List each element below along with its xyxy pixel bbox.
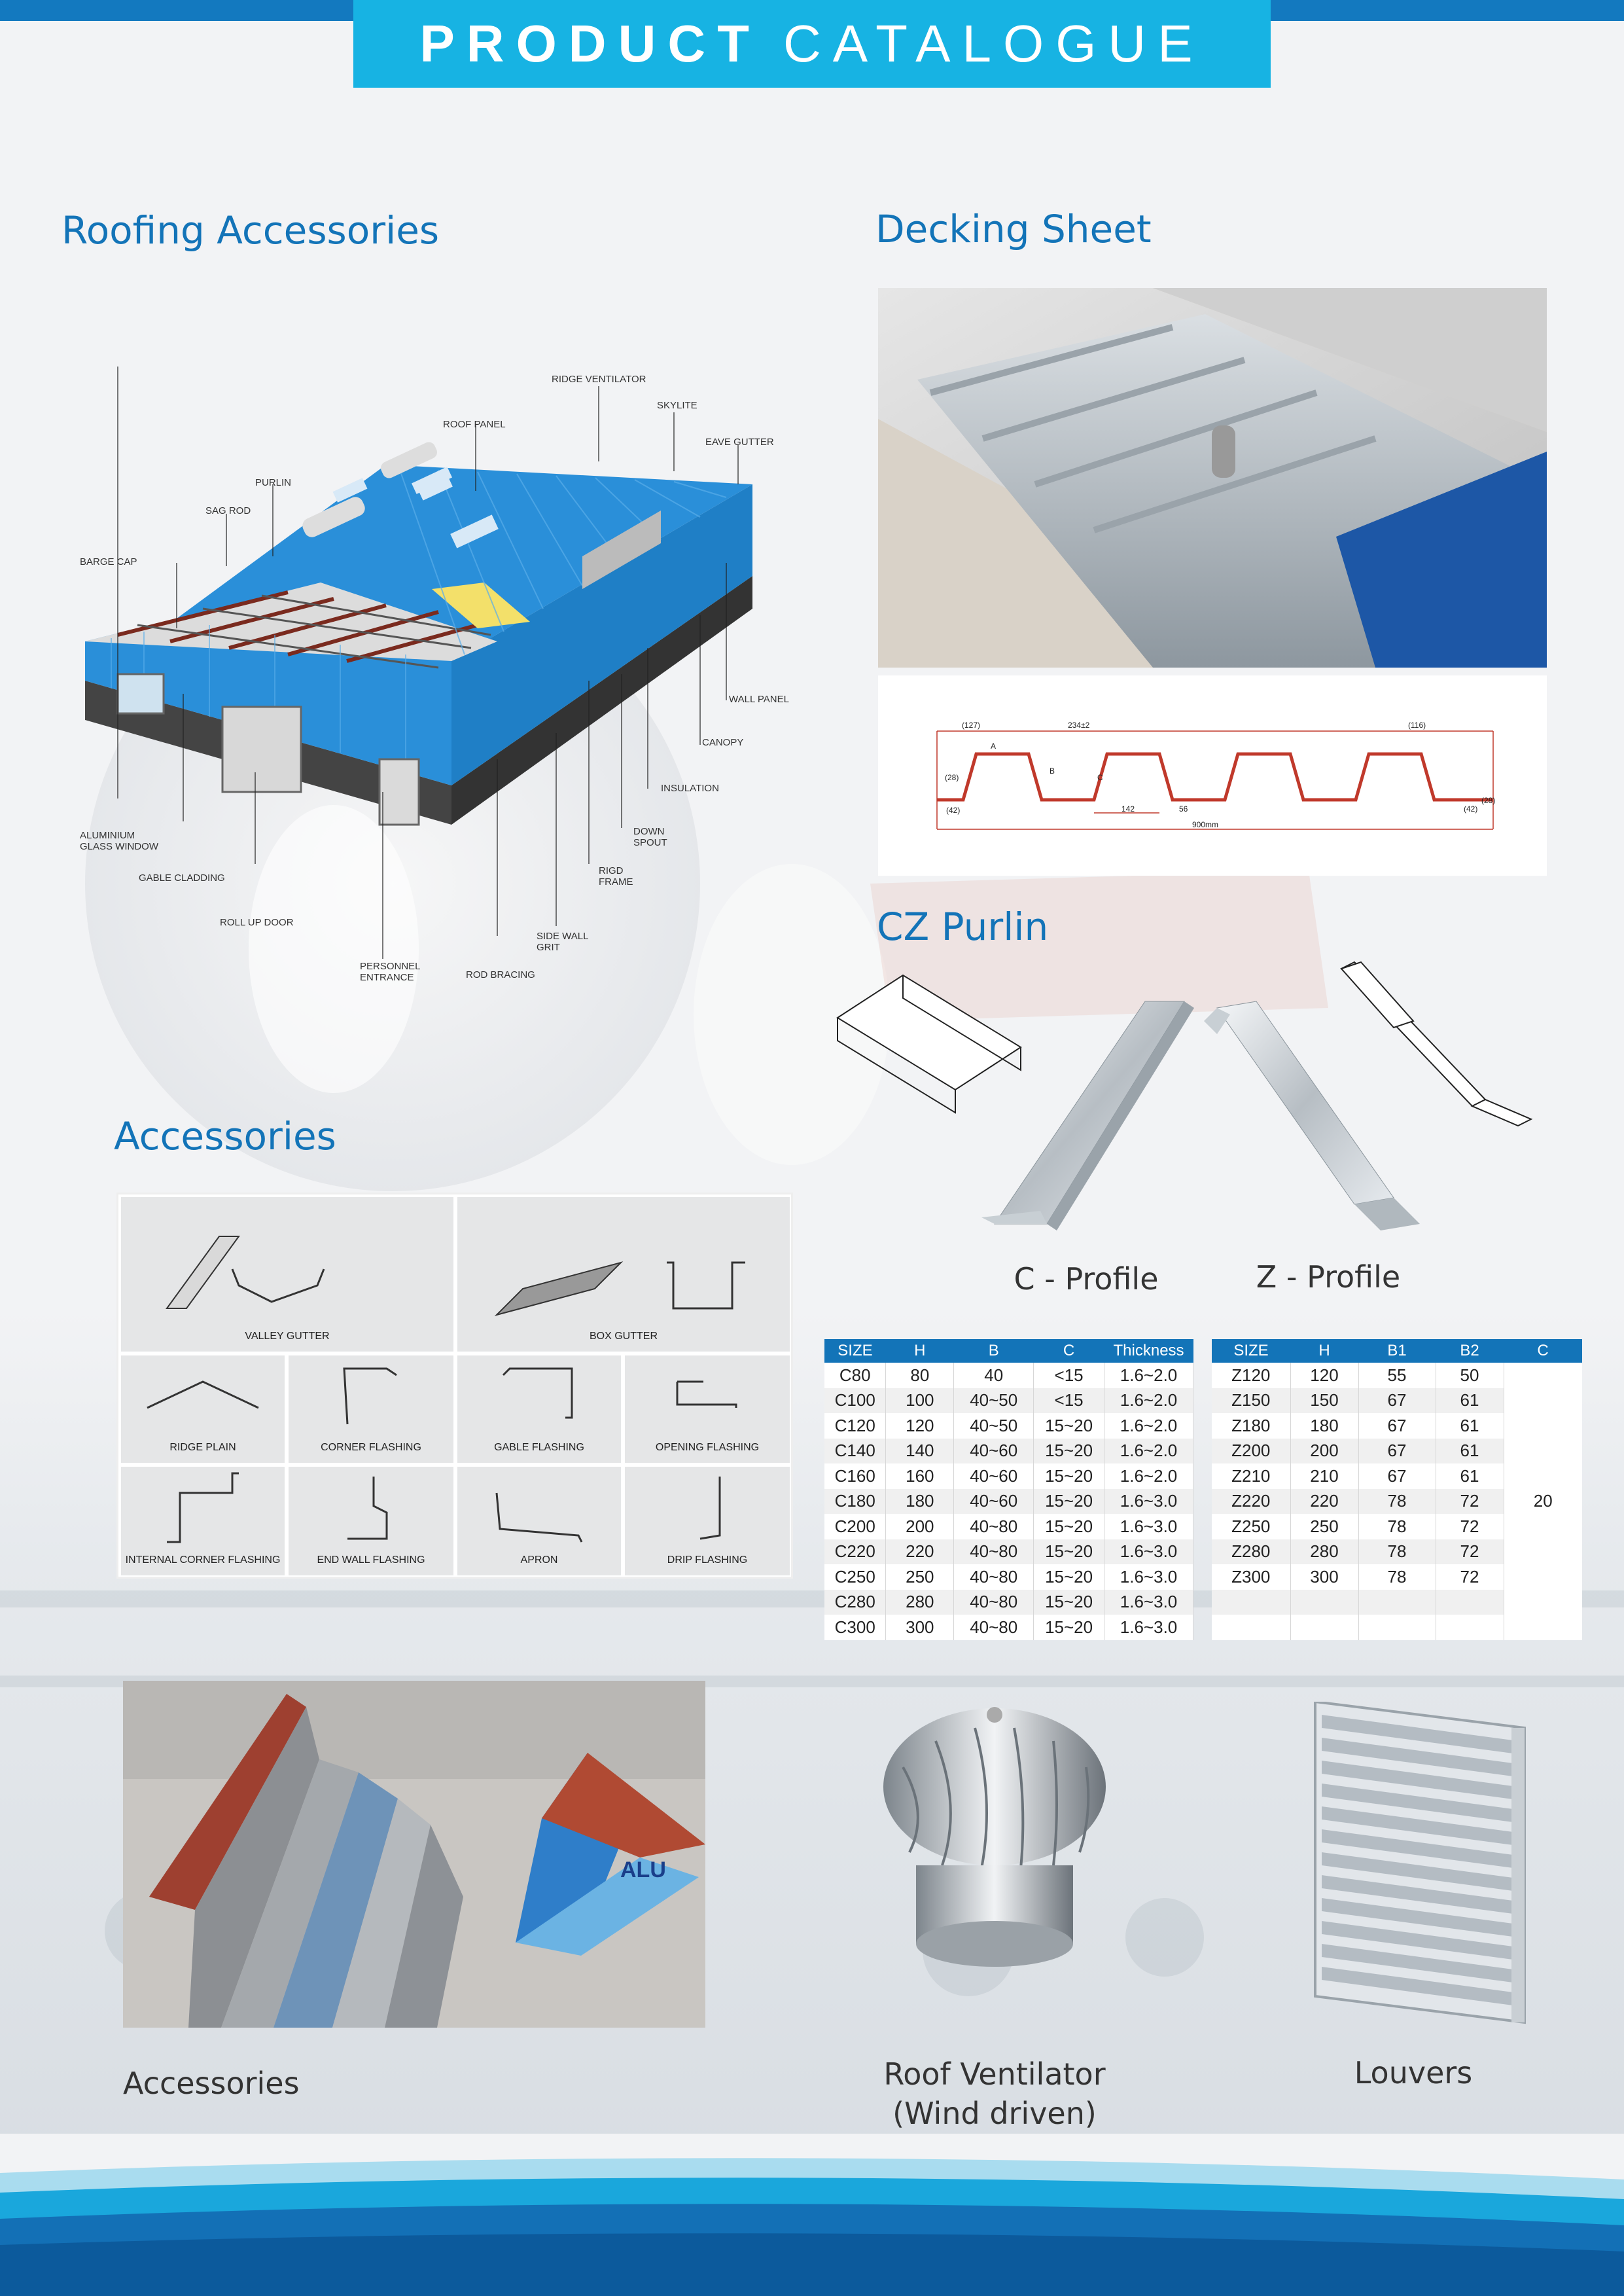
table-cell: Z120 xyxy=(1212,1363,1290,1388)
table-cell: Z280 xyxy=(1212,1539,1290,1565)
table-cell: 40~60 xyxy=(954,1489,1034,1515)
table-cell: 1.6~3.0 xyxy=(1104,1539,1193,1565)
table-cell: 180 xyxy=(886,1489,954,1515)
table-row xyxy=(824,1514,1193,1539)
gable-flashing-label: GABLE FLASHING xyxy=(494,1442,584,1453)
label-rigid-frame-line1: RIGD xyxy=(599,865,624,876)
label-barge-cap: BARGE CAP xyxy=(80,556,137,567)
roof-ventilator-caption-line2: (Wind driven) xyxy=(892,2095,1097,2131)
box-gutter-label: BOX GUTTER xyxy=(589,1331,658,1342)
accessory-valley-gutter xyxy=(121,1197,453,1352)
louvers-photo xyxy=(1302,1702,1538,2029)
table-cell: 72 xyxy=(1436,1514,1504,1539)
c-profile-label: C - Profile xyxy=(1014,1261,1159,1297)
table-cell: 61 xyxy=(1436,1439,1504,1464)
table-cell: 1.6~2.0 xyxy=(1104,1363,1193,1388)
header-title-product: PRODUCT xyxy=(419,14,761,73)
table-cell: 140 xyxy=(886,1439,954,1464)
label-down-spout-line1: DOWN xyxy=(633,826,665,837)
table-cell: 50 xyxy=(1436,1363,1504,1388)
table-cell: C160 xyxy=(824,1463,886,1489)
table-cell: 40~60 xyxy=(954,1463,1034,1489)
table-cell: 78 xyxy=(1358,1539,1436,1565)
table-cell: C300 xyxy=(824,1615,886,1640)
table-cell: 67 xyxy=(1358,1463,1436,1489)
accessory-end-wall-flashing xyxy=(289,1467,453,1575)
c-table-header: Thickness xyxy=(1104,1339,1193,1363)
table-row xyxy=(824,1363,1193,1388)
roofing-accessories-title: Roofing Accessories xyxy=(62,208,440,253)
table-cell xyxy=(1290,1615,1358,1640)
accessories-title: Accessories xyxy=(114,1114,336,1158)
table-cell: 72 xyxy=(1436,1564,1504,1590)
decking-dim-6: 142 xyxy=(1121,804,1135,814)
table-cell: 67 xyxy=(1358,1413,1436,1439)
table-cell: C100 xyxy=(824,1388,886,1414)
table-cell xyxy=(1212,1615,1290,1640)
decking-dim-5: (42) xyxy=(946,806,961,815)
accessories-photo xyxy=(123,1681,705,2028)
table-cell xyxy=(1212,1590,1290,1615)
table-cell: 15~20 xyxy=(1034,1590,1104,1615)
table-cell: 1.6~3.0 xyxy=(1104,1590,1193,1615)
label-sag-rod: SAG ROD xyxy=(205,505,251,516)
label-gable-cladding: GABLE CLADDING xyxy=(139,872,225,884)
table-cell xyxy=(1358,1590,1436,1615)
accessories-grid xyxy=(116,1193,793,1579)
table-cell: 210 xyxy=(1290,1463,1358,1489)
table-cell: 40~80 xyxy=(954,1514,1034,1539)
apron-label: APRON xyxy=(520,1554,558,1566)
table-cell: Z250 xyxy=(1212,1514,1290,1539)
decking-sheet-photo xyxy=(878,288,1547,668)
table-cell: 180 xyxy=(1290,1413,1358,1439)
table-cell: <15 xyxy=(1034,1388,1104,1414)
table-cell: Z150 xyxy=(1212,1388,1290,1414)
table-row xyxy=(824,1489,1193,1515)
table-cell: Z210 xyxy=(1212,1463,1290,1489)
decking-dim-8: (28) xyxy=(1481,796,1496,805)
table-cell: 120 xyxy=(1290,1363,1358,1388)
accessory-drip-flashing xyxy=(625,1467,790,1575)
table-cell: C280 xyxy=(824,1590,886,1615)
label-aluminium-line1: ALUMINIUM xyxy=(80,830,135,841)
label-roof-panel: ROOF PANEL xyxy=(443,419,506,430)
table-cell: 15~20 xyxy=(1034,1463,1104,1489)
table-cell: 72 xyxy=(1436,1489,1504,1515)
table-cell: 15~20 xyxy=(1034,1564,1104,1590)
table-cell: Z220 xyxy=(1212,1489,1290,1515)
table-cell: C220 xyxy=(824,1539,886,1565)
decking-sheet-title: Decking Sheet xyxy=(875,207,1152,251)
label-down-spout-line2: SPOUT xyxy=(633,837,667,849)
decking-dim-10: B xyxy=(1050,766,1055,776)
accessories-photo-print: ALU xyxy=(620,1857,666,1882)
table-cell: 220 xyxy=(886,1539,954,1565)
label-canopy: CANOPY xyxy=(702,737,744,748)
decking-profile-drawing xyxy=(878,675,1547,876)
roof-ventilator-photo xyxy=(844,1702,1145,2003)
z-purlin-table xyxy=(1212,1339,1582,1640)
table-cell: C200 xyxy=(824,1514,886,1539)
drip-flashing-label: DRIP FLASHING xyxy=(667,1554,748,1566)
table-cell: 280 xyxy=(886,1590,954,1615)
table-cell: 15~20 xyxy=(1034,1439,1104,1464)
table-cell: 61 xyxy=(1436,1463,1504,1489)
table-cell: Z180 xyxy=(1212,1413,1290,1439)
catalogue-header xyxy=(353,0,1271,88)
table-cell: 15~20 xyxy=(1034,1489,1104,1515)
table-cell: 1.6~3.0 xyxy=(1104,1615,1193,1640)
c-purlin-table xyxy=(824,1339,1193,1640)
table-cell: 1.6~2.0 xyxy=(1104,1388,1193,1414)
table-cell: C180 xyxy=(824,1489,886,1515)
table-row xyxy=(824,1463,1193,1489)
table-cell xyxy=(1358,1615,1436,1640)
c-table-header: C xyxy=(1034,1339,1104,1363)
label-rigid-frame xyxy=(599,865,633,888)
table-cell: 40~80 xyxy=(954,1564,1034,1590)
table-cell: 1.6~2.0 xyxy=(1104,1439,1193,1464)
label-side-wall-grit-line2: GRIT xyxy=(537,942,560,954)
table-cell: 67 xyxy=(1358,1388,1436,1414)
table-cell: 40~80 xyxy=(954,1615,1034,1640)
label-side-wall-grit-line1: SIDE WALL xyxy=(537,931,589,942)
accessory-box-gutter xyxy=(457,1197,790,1352)
footer-wave xyxy=(0,2134,1624,2296)
table-cell: 100 xyxy=(886,1388,954,1414)
z-table-header: B1 xyxy=(1358,1339,1436,1363)
table-cell: 1.6~3.0 xyxy=(1104,1514,1193,1539)
table-cell: 80 xyxy=(886,1363,954,1388)
table-cell: 40~50 xyxy=(954,1388,1034,1414)
table-cell: 61 xyxy=(1436,1413,1504,1439)
table-cell: 15~20 xyxy=(1034,1615,1104,1640)
decking-dim-9: 56 xyxy=(1179,804,1188,814)
c-table-header: H xyxy=(886,1339,954,1363)
accessories-caption: Accessories xyxy=(123,2066,300,2101)
decking-dim-7: (42) xyxy=(1464,804,1478,814)
table-cell xyxy=(1436,1590,1504,1615)
table-row xyxy=(824,1564,1193,1590)
valley-gutter-label: VALLEY GUTTER xyxy=(245,1331,330,1342)
label-ridge-ventilator: RIDGE VENTILATOR xyxy=(552,374,646,385)
table-cell xyxy=(1290,1590,1358,1615)
table-row xyxy=(824,1590,1193,1615)
accessory-apron xyxy=(457,1467,621,1575)
table-cell: Z300 xyxy=(1212,1564,1290,1590)
table-cell: 78 xyxy=(1358,1564,1436,1590)
table-cell: <15 xyxy=(1034,1363,1104,1388)
table-cell: 150 xyxy=(1290,1388,1358,1414)
table-cell: C140 xyxy=(824,1439,886,1464)
table-cell: 280 xyxy=(1290,1539,1358,1565)
accessory-internal-corner-flashing xyxy=(121,1467,285,1575)
c-table-header: B xyxy=(954,1339,1034,1363)
decking-dim-1: (127) xyxy=(962,721,981,730)
accessory-opening-flashing xyxy=(625,1355,790,1463)
table-cell: 1.6~2.0 xyxy=(1104,1463,1193,1489)
label-eave-gutter: EAVE GUTTER xyxy=(705,437,774,448)
roof-ventilator-caption xyxy=(851,2055,1139,2134)
table-cell: C80 xyxy=(824,1363,886,1388)
table-cell: 40 xyxy=(954,1363,1034,1388)
decking-dim-3: (116) xyxy=(1408,721,1426,730)
label-skylite: SKYLITE xyxy=(657,400,697,411)
label-aluminium-glass-window xyxy=(80,830,158,853)
table-cell: 40~80 xyxy=(954,1590,1034,1615)
label-down-spout xyxy=(633,826,667,849)
z-table-header: B2 xyxy=(1436,1339,1504,1363)
table-row xyxy=(824,1539,1193,1565)
accessory-corner-flashing xyxy=(289,1355,453,1463)
table-cell: 61 xyxy=(1436,1388,1504,1414)
accessory-gable-flashing xyxy=(457,1355,621,1463)
table-cell: 160 xyxy=(886,1463,954,1489)
table-cell: 220 xyxy=(1290,1489,1358,1515)
label-purlin: PURLIN xyxy=(255,477,292,488)
table-cell: 15~20 xyxy=(1034,1539,1104,1565)
table-cell: C250 xyxy=(824,1564,886,1590)
label-insulation: INSULATION xyxy=(661,783,719,794)
label-personnel-entrance xyxy=(360,961,421,984)
table-cell: 1.6~2.0 xyxy=(1104,1413,1193,1439)
cz-purlin-illustration xyxy=(831,942,1544,1250)
label-roll-up-door: ROLL UP DOOR xyxy=(220,917,294,928)
label-wall-panel: WALL PANEL xyxy=(729,694,789,705)
decking-dim-13: 900mm xyxy=(1192,820,1219,829)
table-cell: 300 xyxy=(1290,1564,1358,1590)
header-title-catalogue: CATALOGUE xyxy=(783,14,1205,73)
table-cell: 15~20 xyxy=(1034,1514,1104,1539)
table-cell xyxy=(1436,1615,1504,1640)
z-table-header: SIZE xyxy=(1212,1339,1290,1363)
table-row xyxy=(824,1388,1193,1414)
decking-dim-2: 234±2 xyxy=(1068,721,1090,730)
table-cell: 40~80 xyxy=(954,1539,1034,1565)
label-rod-bracing: ROD BRACING xyxy=(466,969,535,980)
cz-purlin-title: CZ Purlin xyxy=(877,905,1049,949)
table-cell: 250 xyxy=(886,1564,954,1590)
label-personnel-line2: ENTRANCE xyxy=(360,972,414,984)
table-cell: Z200 xyxy=(1212,1439,1290,1464)
z-profile-label: Z - Profile xyxy=(1256,1259,1401,1295)
louvers-caption: Louvers xyxy=(1354,2055,1473,2090)
table-cell: 55 xyxy=(1358,1363,1436,1388)
decking-dim-11: C xyxy=(1097,773,1103,782)
accessory-ridge-plain xyxy=(121,1355,285,1463)
z-table-header: H xyxy=(1290,1339,1358,1363)
table-cell: 15~20 xyxy=(1034,1413,1104,1439)
table-cell: 200 xyxy=(1290,1439,1358,1464)
table-cell: 200 xyxy=(886,1514,954,1539)
table-cell: 67 xyxy=(1358,1439,1436,1464)
internal-corner-flashing-label: INTERNAL CORNER FLASHING xyxy=(125,1554,281,1566)
building-illustration xyxy=(72,367,772,995)
decking-dim-12: A xyxy=(991,742,997,751)
table-cell: 72 xyxy=(1436,1539,1504,1565)
roof-ventilator-caption-line1: Roof Ventilator xyxy=(883,2056,1106,2092)
table-row xyxy=(824,1413,1193,1439)
c-table-header: SIZE xyxy=(824,1339,886,1363)
z-table-c-value: 20 xyxy=(1504,1363,1582,1640)
table-cell: 120 xyxy=(886,1413,954,1439)
table-cell: 78 xyxy=(1358,1514,1436,1539)
table-cell: 78 xyxy=(1358,1489,1436,1515)
table-row xyxy=(824,1615,1193,1640)
label-aluminium-line2: GLASS WINDOW xyxy=(80,841,159,853)
table-cell: 1.6~3.0 xyxy=(1104,1564,1193,1590)
table-cell: 40~50 xyxy=(954,1413,1034,1439)
label-rigid-frame-line2: FRAME xyxy=(599,876,633,888)
table-cell: 1.6~3.0 xyxy=(1104,1489,1193,1515)
label-personnel-line1: PERSONNEL xyxy=(360,961,421,972)
table-cell: 300 xyxy=(886,1615,954,1640)
decking-dim-4: (28) xyxy=(945,773,959,782)
table-row xyxy=(824,1439,1193,1464)
end-wall-flashing-label: END WALL FLASHING xyxy=(317,1554,425,1566)
table-cell: 250 xyxy=(1290,1514,1358,1539)
table-row xyxy=(1212,1363,1582,1388)
label-side-wall-grit xyxy=(537,931,588,954)
table-cell: 40~60 xyxy=(954,1439,1034,1464)
opening-flashing-label: OPENING FLASHING xyxy=(655,1442,760,1453)
table-cell: C120 xyxy=(824,1413,886,1439)
corner-flashing-label: CORNER FLASHING xyxy=(321,1442,421,1453)
z-table-header: C xyxy=(1504,1339,1582,1363)
ridge-plain-label: RIDGE PLAIN xyxy=(169,1442,236,1453)
